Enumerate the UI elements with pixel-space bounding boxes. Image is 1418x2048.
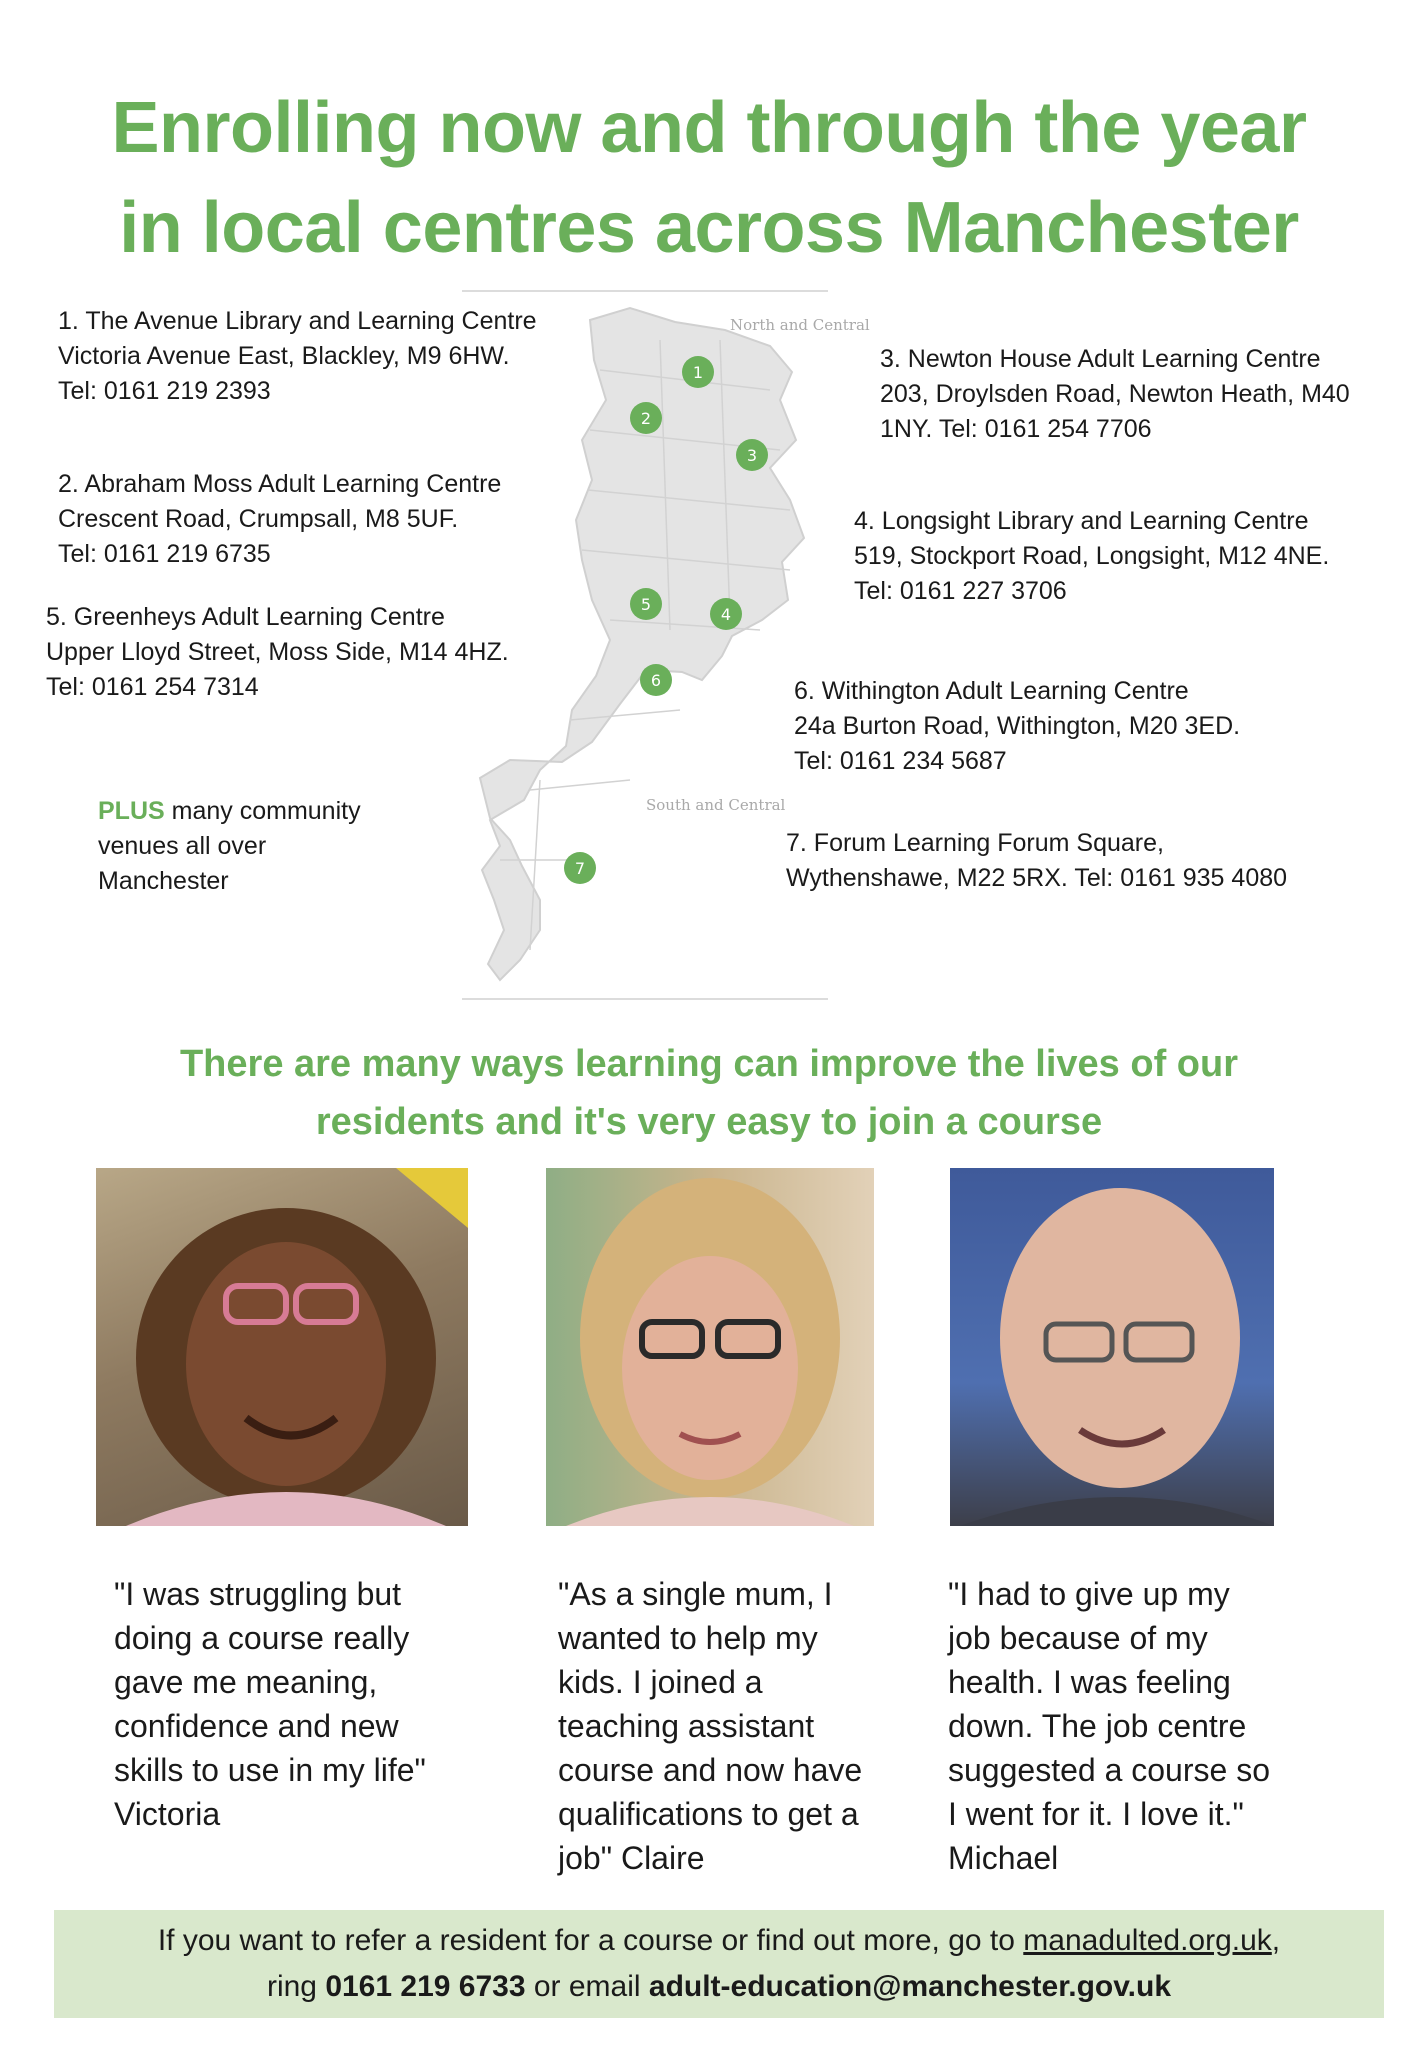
centre-1-address: 1. The Avenue Library and Learning Centre Victoria Avenue East, Blackley, M9 6HW. Tel: 0161 219 2393 bbox=[58, 307, 537, 405]
map-pin-4 bbox=[710, 598, 742, 630]
map-region-north: North and Central bbox=[730, 316, 870, 334]
centre-5-address: 5. Greenheys Adult Learning Centre Upper Lloyd Street, Moss Side, M14 4HZ. Tel: 0161 254 7314 bbox=[46, 603, 509, 701]
centre-6-address: 6. Withington Adult Learning Centre 24a Burton Road, Withington, M20 3ED. Tel: 0161 234 5687 bbox=[794, 677, 1241, 775]
centre-2-address: 2. Abraham Moss Adult Learning Centre Crescent Road, Crumpsall, M8 5UF. Tel: 0161 219 6735 bbox=[58, 470, 502, 568]
map-region-south: South and Central bbox=[646, 796, 786, 814]
website-link[interactable]: manadulted.org.uk bbox=[1023, 1924, 1272, 1957]
centre-7-address: 7. Forum Learning Forum Square, Wythenshawe, M22 5RX. Tel: 0161 935 4080 bbox=[786, 829, 1288, 892]
centre-3-address: 3. Newton House Adult Learning Centre 203, Droylsden Road, Newton Heath, M40 1NY. Tel: 0161 254 7706 bbox=[880, 345, 1350, 443]
testimonial-victoria: "I was struggling but doing a course really gave me meaning, confidence and new skills to use in my life" Victoria bbox=[114, 1576, 426, 1832]
testimonial-claire: "As a single mum, I wanted to help my kids. I joined a teaching assistant course and now have qualifications to get a job" Claire bbox=[558, 1576, 863, 1876]
community-venues-note: PLUS many community venues all over Manchester bbox=[98, 797, 361, 895]
svg-text:2: 2 bbox=[640, 409, 652, 428]
testimonial-michael: "I had to give up my job because of my health. I was feeling down. The job centre suggested a course so I went for it. I love it." Michael bbox=[948, 1576, 1270, 1876]
title-line-2: in local centres across Manchester bbox=[119, 188, 1299, 268]
svg-text:6: 6 bbox=[650, 671, 662, 690]
svg-text:1: 1 bbox=[692, 363, 704, 382]
photo-michael bbox=[950, 1168, 1274, 1526]
photo-victoria bbox=[96, 1168, 468, 1526]
map-pin-5 bbox=[630, 588, 662, 620]
contact-footer: If you want to refer a resident for a course or find out more, go to manadulted.org.uk, ring 0161 219 6733 or email adult-education@manchester.gov.uk bbox=[54, 1910, 1384, 2018]
plus-keyword: PLUS bbox=[98, 797, 165, 825]
title-line-1: Enrolling now and through the year bbox=[111, 88, 1307, 168]
page-title bbox=[0, 78, 1418, 278]
map-pin-1 bbox=[682, 356, 714, 388]
map-pin-2 bbox=[630, 402, 662, 434]
map-top-rule bbox=[462, 290, 828, 292]
section-subtitle: There are many ways learning can improve the lives of our residents and it's very easy to join a course bbox=[179, 1043, 1239, 1143]
svg-text:4: 4 bbox=[720, 605, 732, 624]
map-bottom-rule bbox=[462, 998, 828, 1000]
svg-text:7: 7 bbox=[574, 859, 586, 878]
map-pin-3 bbox=[736, 439, 768, 471]
svg-text:3: 3 bbox=[746, 446, 758, 465]
photo-claire bbox=[546, 1168, 874, 1526]
map-pin-7 bbox=[564, 852, 596, 884]
svg-text:5: 5 bbox=[640, 595, 652, 614]
contact-email: adult-education@manchester.gov.uk bbox=[648, 1970, 1172, 2003]
centre-4-address: 4. Longsight Library and Learning Centre 519, Stockport Road, Longsight, M12 4NE. Tel: 0161 227 3706 bbox=[854, 507, 1330, 605]
map-pin-6 bbox=[640, 664, 672, 696]
contact-phone: 0161 219 6733 bbox=[325, 1970, 526, 2003]
